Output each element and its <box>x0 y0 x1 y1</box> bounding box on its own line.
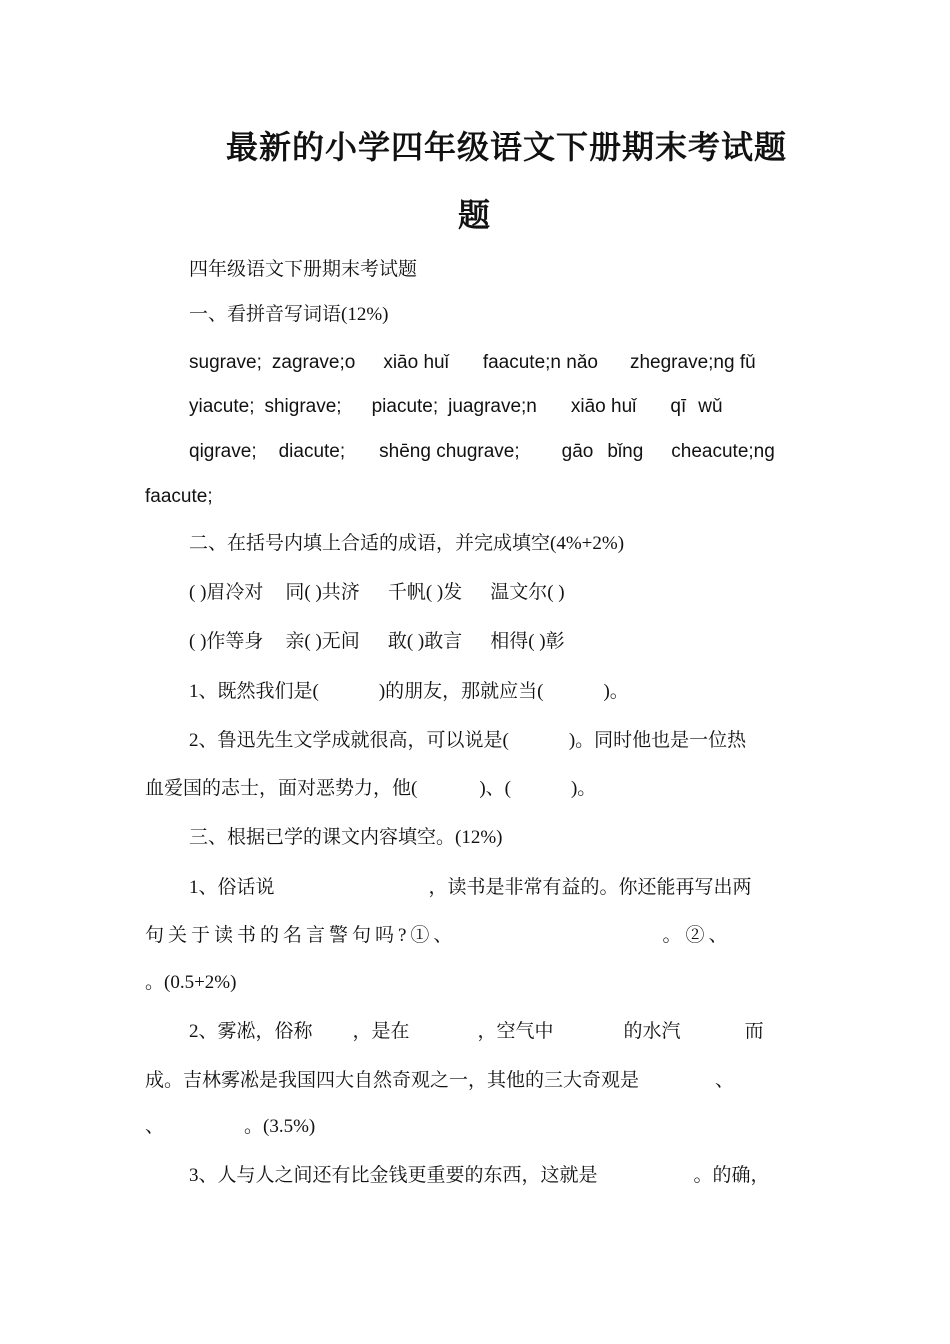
section2-question-2-line2 <box>145 777 596 801</box>
text-segment: 句关于读书的名言警句吗?①、 <box>145 925 457 946</box>
pinyin-item: bǐng <box>607 441 644 462</box>
text-segment: 1、俗话说 <box>189 877 275 898</box>
pinyin-row-3-continued: faacute; <box>145 486 213 507</box>
pinyin-row-3 <box>189 440 775 464</box>
text-segment: ，空气中 <box>477 1021 554 1042</box>
text-segment: 2、鲁迅先生文学成就很高，可以说是( <box>189 730 509 751</box>
pinyin-item: diacute; <box>278 441 346 462</box>
text-segment: 3、人与人之间还有比金钱更重要的东西，这就是 <box>189 1165 598 1186</box>
section3-question-2-line2 <box>145 1069 734 1093</box>
section2-question-2-line1 <box>189 729 746 753</box>
pinyin-item: juagrave;n <box>448 396 537 417</box>
pinyin-item: yiacute; <box>189 396 255 417</box>
section3-question-3-line1 <box>189 1164 770 1188</box>
idiom-item: 亲( )无间 <box>285 631 360 652</box>
pinyin-item: qigrave; <box>189 441 257 462</box>
text-segment: 成。吉林雾凇是我国四大自然奇观之一，其他的三大奇观是 <box>145 1070 640 1091</box>
section3-question-1-line2 <box>145 924 731 948</box>
idiom-item: 敢( )敢言 <box>387 631 463 652</box>
text-segment: 的水汽 <box>623 1021 681 1042</box>
text-segment: )。 <box>570 778 597 799</box>
idiom-row-2 <box>189 630 565 654</box>
idiom-item: 温文尔( ) <box>490 582 565 603</box>
idiom-item: ( )眉冷对 <box>189 582 264 603</box>
section3-question-2-line1 <box>189 1020 764 1044</box>
idiom-row-1 <box>189 581 565 605</box>
pinyin-item: wǔ <box>698 396 723 417</box>
pinyin-item: qī <box>670 396 687 417</box>
pinyin-item: piacute; <box>371 396 439 417</box>
pinyin-item: gāo <box>561 441 594 462</box>
text-segment: 、 <box>715 1070 735 1091</box>
text-segment: 血爱国的志士，面对恶势力，他( <box>145 778 418 799</box>
idiom-item: 千帆( )发 <box>387 582 463 603</box>
pinyin-item: zagrave;o <box>271 352 356 373</box>
pinyin-row-2 <box>189 395 723 419</box>
page-title: 最新的小学四年级语文下册期末考试题 <box>226 128 788 166</box>
text-segment: 而 <box>744 1021 764 1042</box>
text-segment: )。 <box>603 681 629 702</box>
pinyin-item: cheacute;ng <box>671 441 775 462</box>
text-segment: 1、既然我们是( <box>189 681 319 702</box>
pinyin-item: shigrave; <box>264 396 342 417</box>
document-subtitle: 四年级语文下册期末考试题 <box>189 259 418 280</box>
page-title-continued: 题 <box>458 196 492 234</box>
text-segment: 。的确， <box>693 1165 770 1186</box>
pinyin-row-1 <box>189 351 756 375</box>
pinyin-item: xiāo huǐ <box>570 396 637 417</box>
text-segment: )、( <box>479 778 511 799</box>
text-segment: )。同时他也是一位热 <box>568 730 747 751</box>
text-segment: ，是在 <box>352 1021 410 1042</box>
pinyin-item: faacute;n nǎo <box>482 352 598 373</box>
section2-question-1 <box>189 680 629 704</box>
pinyin-item: sugrave; <box>189 352 262 373</box>
text-segment: 2、雾凇，俗称 <box>189 1021 313 1042</box>
idiom-item: 同( )共济 <box>285 582 360 603</box>
section3-question-1-line3: 。(0.5+2%) <box>145 972 237 993</box>
pinyin-item: xiāo huǐ <box>383 352 449 373</box>
text-segment: 、 <box>145 1116 165 1137</box>
text-segment: )的朋友，那就应当( <box>378 681 544 702</box>
text-segment: ，读书是非常有益的。你还能再写出两 <box>428 877 752 898</box>
section3-heading: 三、根据已学的课文内容填空。(12%) <box>189 827 503 848</box>
pinyin-item: zhegrave;ng fǔ <box>629 352 756 373</box>
section3-question-2-line3 <box>145 1115 315 1139</box>
pinyin-item: shēng chugrave; <box>379 441 520 462</box>
idiom-item: ( )作等身 <box>189 631 264 652</box>
idiom-item: 相得( )彰 <box>490 631 565 652</box>
text-segment: 。②、 <box>662 925 732 946</box>
section3-question-1-line1 <box>189 876 752 900</box>
section2-heading: 二、在括号内填上合适的成语，并完成填空(4%+2%) <box>189 533 625 554</box>
text-segment: 。(3.5%) <box>244 1116 316 1137</box>
section1-heading: 一、看拼音写词语(12%) <box>189 304 389 325</box>
